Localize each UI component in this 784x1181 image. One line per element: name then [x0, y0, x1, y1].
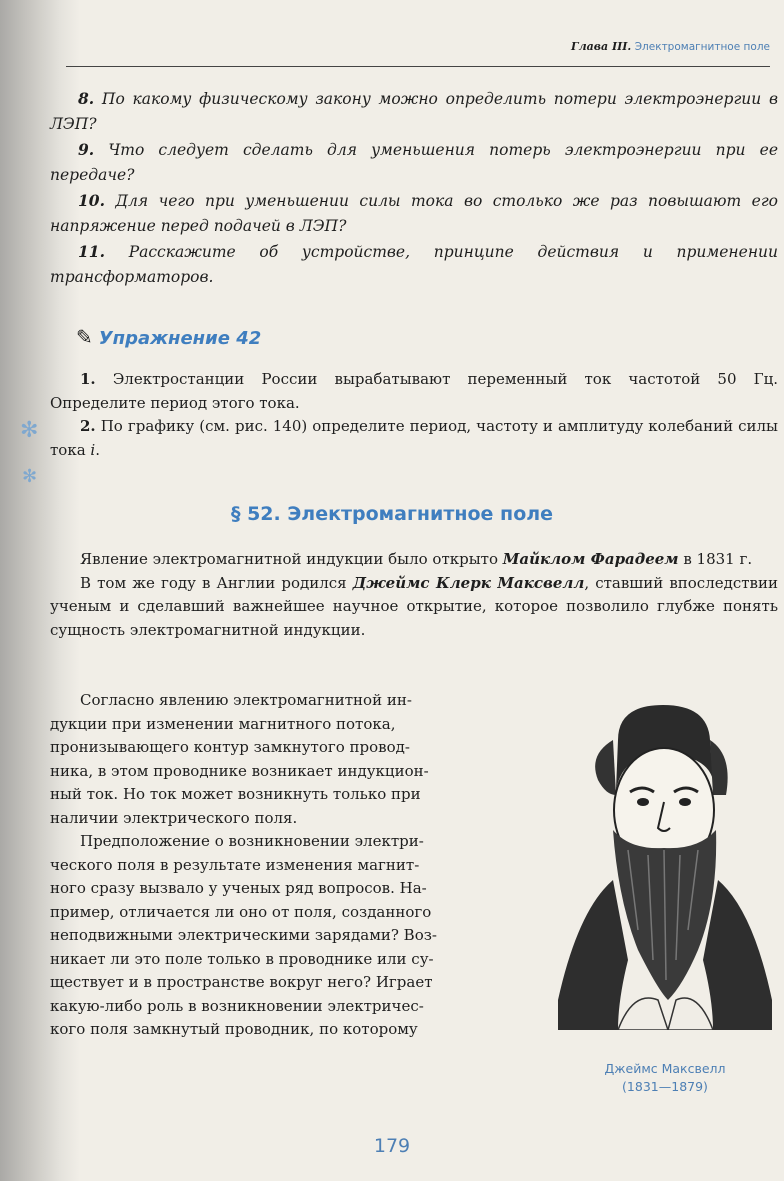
- current-variable: i: [90, 440, 96, 459]
- text-line: кого поля замкнутый проводник, по которому: [50, 1020, 418, 1038]
- header-chapter: Глава III.: [570, 40, 632, 53]
- question-text: По какому физическому закону можно определить потери электроэнергии в ЛЭП?: [50, 90, 778, 133]
- text-line: наличии электрического поля.: [50, 808, 298, 827]
- section-text-column: [50, 689, 540, 1042]
- text-line: ческого поля в результате изменения магнит-: [50, 855, 420, 874]
- text-line: никает ли это поле только в проводнике или су-: [50, 949, 434, 968]
- question-11: [50, 239, 778, 290]
- paragraph-text: в 1831 г.: [678, 550, 753, 568]
- text-line: пронизывающего контур замкнутого провод-: [50, 738, 410, 756]
- maxwell-name: Джеймс Клерк Максвелл: [352, 573, 585, 592]
- header-title: Электромагнитное поле: [634, 41, 770, 53]
- text-line: Согласно явлению электромагнитной ин-: [80, 691, 412, 709]
- exercise-item-text: По графику (см. рис. 140) определите период, частоту и амплитуду колебаний силы тока: [50, 417, 778, 459]
- paragraph-faraday: [50, 548, 778, 572]
- question-10: [50, 188, 778, 239]
- exercise-item-1: [50, 368, 778, 415]
- question-number: 11.: [78, 242, 105, 261]
- question-8: [50, 86, 778, 137]
- text-line: неподвижными электрическими зарядами? Воз-: [50, 926, 437, 944]
- page-number: 179: [373, 1135, 411, 1157]
- exercise-item-2: [50, 415, 778, 462]
- text-line: ществует и в пространстве вокруг него? Играет: [50, 973, 433, 991]
- portrait-caption: [555, 1060, 775, 1096]
- text-line: Предположение о возникновении электри-: [80, 832, 424, 850]
- paragraph-hypothesis: [50, 830, 540, 1042]
- text-line: какую-либо роль в возникновении электричес-: [50, 996, 424, 1015]
- question-number: 9.: [78, 140, 95, 159]
- text-line: ника, в этом проводнике возникает индукцион-: [50, 761, 429, 780]
- paragraph-maxwell: [50, 572, 778, 643]
- section-title: § 52. Электромагнитное поле: [230, 503, 554, 525]
- question-number: 8.: [78, 89, 95, 108]
- paragraph-text: , ставший впоследствии ученым и сделавший важнейшее научное открытие, которое позволило глубже понять сущность электромагнитной индукции.: [50, 573, 778, 639]
- portrait-years: (1831—1879): [622, 1079, 708, 1094]
- maxwell-portrait: [558, 700, 772, 1030]
- review-questions: [50, 86, 778, 290]
- snowflake-icon: ✻: [20, 418, 39, 443]
- snowflake-icon: ✻: [22, 466, 38, 487]
- text-line: пример, отличается ли оно от поля, созданного: [50, 902, 432, 921]
- section-text-top: [50, 548, 778, 642]
- running-header: [66, 40, 770, 67]
- exercise-items: [50, 368, 778, 462]
- paragraph-induction: [50, 689, 540, 830]
- faraday-name: Майклом Фарадеем: [502, 550, 679, 568]
- text-line: ный ток. Но ток может возникнуть только при: [50, 785, 421, 803]
- text-line: ного сразу вызвало у ученых ряд вопросов. На-: [50, 879, 427, 897]
- exercise-heading: [76, 325, 261, 349]
- paragraph-text: В том же году в Англии родился: [80, 573, 353, 592]
- exercise-item-number: 1.: [80, 370, 96, 388]
- exercise-title: Упражнение 42: [98, 328, 262, 349]
- question-9: [50, 137, 778, 188]
- exercise-icon: ✎: [76, 325, 93, 349]
- exercise-item-end: .: [95, 440, 101, 459]
- question-text: Расскажите об устройстве, принципе действия и применении трансформаторов.: [50, 243, 778, 286]
- exercise-item-number: 2.: [80, 417, 96, 435]
- paragraph-text: Явление электромагнитной индукции было открыто: [80, 550, 503, 568]
- question-number: 10.: [78, 191, 105, 210]
- exercise-item-text: Электростанции России вырабатывают переменный ток частотой 50 Гц. Определите период этого тока.: [50, 370, 778, 412]
- question-text: Что следует сделать для уменьшения потерь электроэнергии при ее передаче?: [50, 141, 778, 184]
- question-text: Для чего при уменьшении силы тока во столько же раз повышают его напряжение перед подачей в ЛЭП?: [50, 192, 779, 235]
- text-line: дукции при изменении магнитного потока,: [50, 714, 396, 733]
- portrait-name: Джеймс Максвелл: [604, 1061, 726, 1076]
